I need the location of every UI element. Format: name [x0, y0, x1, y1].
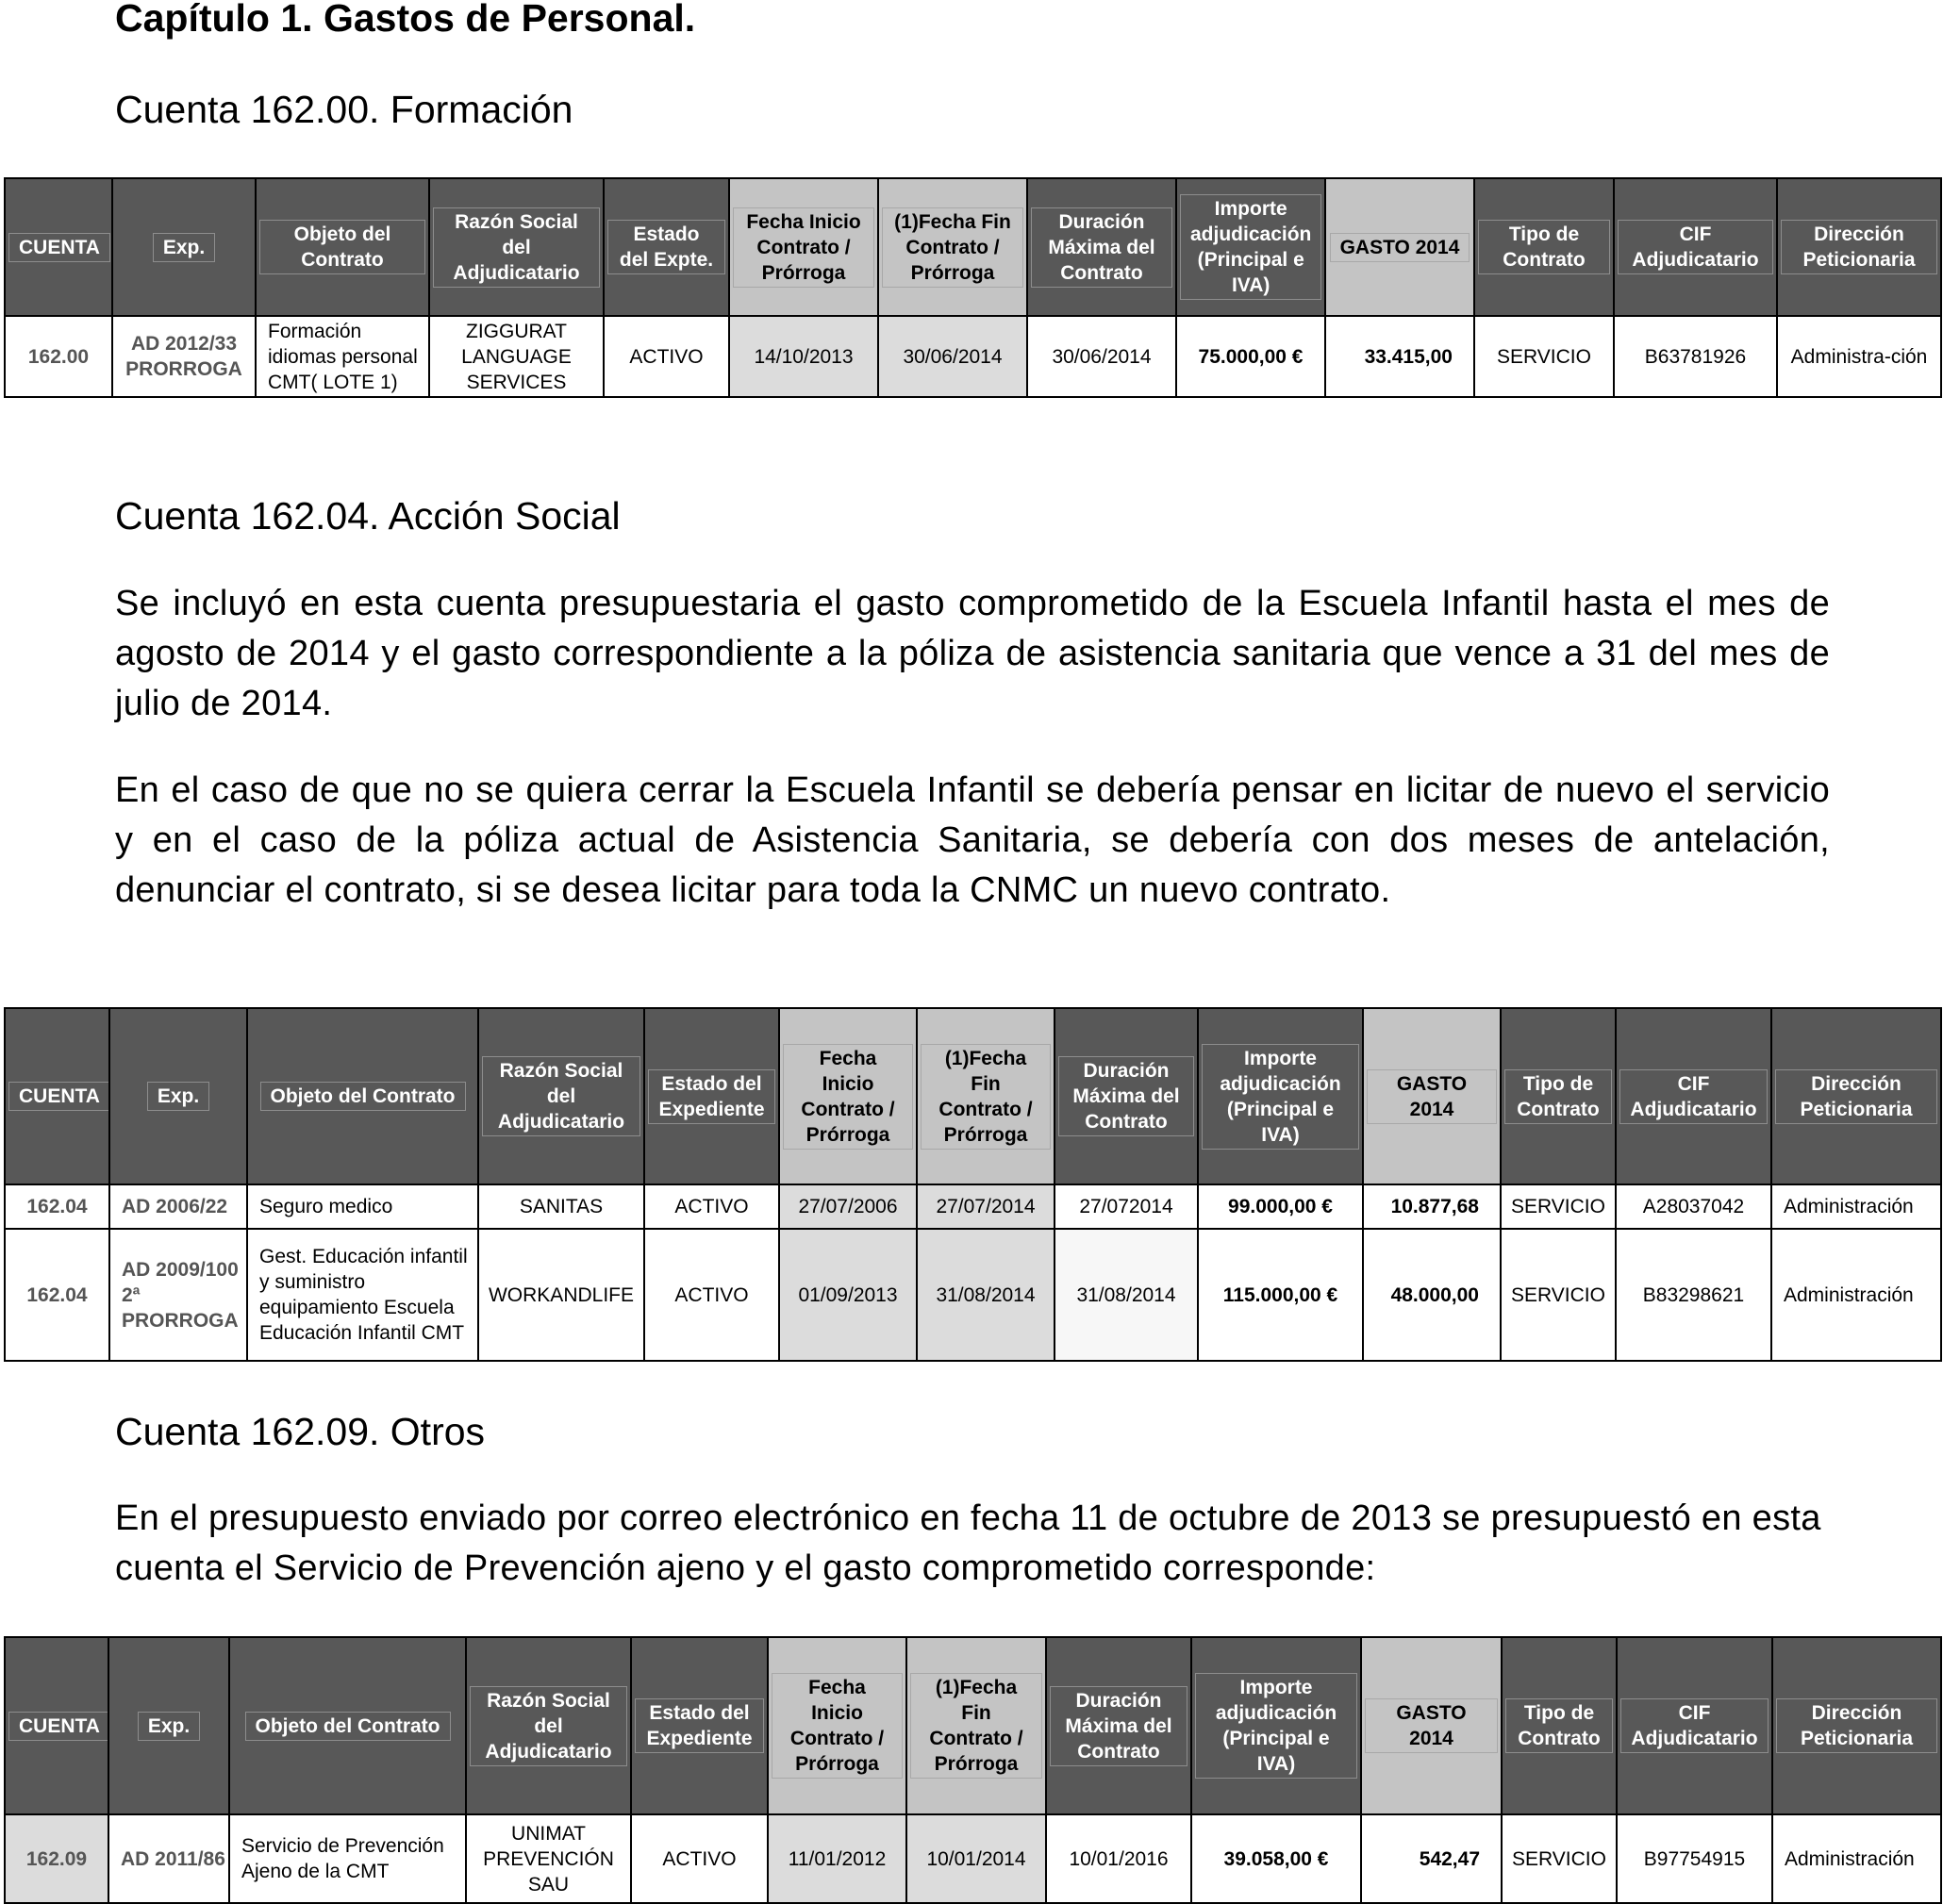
cell-cif: B63781926	[1614, 316, 1777, 397]
cell-importe: 75.000,00 €	[1176, 316, 1325, 397]
cell-objeto: Seguro medico	[247, 1184, 478, 1229]
cell-direccion: Administración	[1772, 1814, 1941, 1903]
cell-cif: A28037042	[1616, 1184, 1771, 1229]
table-row	[5, 1814, 1941, 1903]
col-header-cif: CIF Adjudicatario	[1614, 178, 1777, 316]
cell-cif: B97754915	[1617, 1814, 1772, 1903]
cell-tipo: SERVICIO	[1474, 316, 1614, 397]
paragraph: En el presupuesto enviado por correo electrónico en fecha 11 de octubre de 2013 se presupuestó en esta cuenta el Servicio de Prevención ajeno y el gasto comprometido corresponde:	[115, 1498, 1821, 1588]
cell-duracion: 27/072014	[1055, 1184, 1198, 1229]
col-header-tipo: Tipo de Contrato	[1501, 1008, 1616, 1184]
cell-estado: ACTIVO	[644, 1184, 779, 1229]
cell-objeto: Gest. Educación infantil y suministro equipamiento Escuela Educación Infantil CMT	[247, 1229, 478, 1361]
paragraph: En el caso de que no se quiera cerrar la Escuela Infantil se debería pensar en licitar de nuevo el servicio y en el caso de la póliza actual de Asistencia Sanitaria, se debería con dos meses de antelación, denunciar el contrato, si se desea licitar para toda la CNMC un nuevo contrato.	[115, 770, 1830, 910]
cell-direccion: Administración	[1771, 1229, 1941, 1361]
paragraph: Se incluyó en esta cuenta presupuestaria el gasto comprometido de la Escuela Infantil hasta el mes de agosto de 2014 y el gasto correspondiente a la póliza de asistencia sanitaria que vence a 31 del mes de julio de 2014.	[115, 584, 1830, 723]
cell-razon-social: ZIGGURAT LANGUAGE SERVICES	[429, 316, 604, 397]
col-header-razon-social: Razón Social del Adjudicatario	[466, 1637, 631, 1814]
col-header-importe: Importe adjudicación (Principal e IVA)	[1198, 1008, 1363, 1184]
col-header-exp: Exp.	[112, 178, 256, 316]
table-accion-social	[4, 1007, 1942, 1362]
cell-fecha-fin: 30/06/2014	[878, 316, 1027, 397]
col-header-razon-social: Razón Social del Adjudicatario	[478, 1008, 644, 1184]
cell-importe: 99.000,00 €	[1198, 1184, 1363, 1229]
col-header-cif: CIF Adjudicatario	[1616, 1008, 1771, 1184]
cell-tipo: SERVICIO	[1501, 1184, 1616, 1229]
cell-duracion: 31/08/2014	[1055, 1229, 1198, 1361]
col-header-direccion: Dirección Peticionaria	[1771, 1008, 1941, 1184]
section-title-otros: Cuenta 162.09. Otros	[115, 1410, 486, 1453]
cell-fecha-fin: 10/01/2014	[906, 1814, 1046, 1903]
col-header-tipo: Tipo de Contrato	[1474, 178, 1614, 316]
col-header-objeto: Objeto del Contrato	[256, 178, 429, 316]
cell-gasto: 33.415,00	[1325, 316, 1474, 397]
table-row	[5, 316, 1941, 397]
table-header-row	[5, 178, 1941, 316]
cell-duracion: 30/06/2014	[1027, 316, 1176, 397]
cell-razon-social: UNIMAT PREVENCIÓN SAU	[466, 1814, 631, 1903]
cell-fecha-fin: 31/08/2014	[917, 1229, 1055, 1361]
cell-direccion: Administración	[1771, 1184, 1941, 1229]
cell-exp: AD 2012/33 PRORROGA	[112, 316, 256, 397]
cell-cuenta: 162.04	[5, 1184, 109, 1229]
table-row	[5, 1229, 1941, 1361]
cell-fecha-inicio: 11/01/2012	[768, 1814, 906, 1903]
cell-importe: 115.000,00 €	[1198, 1229, 1363, 1361]
cell-estado: ACTIVO	[644, 1229, 779, 1361]
col-header-objeto: Objeto del Contrato	[247, 1008, 478, 1184]
col-header-estado: Estado del Expte.	[604, 178, 729, 316]
col-header-tipo: Tipo de Contrato	[1502, 1637, 1617, 1814]
col-header-cuenta: CUENTA	[5, 178, 112, 316]
cell-objeto: Servicio de Prevención Ajeno de la CMT	[229, 1814, 466, 1903]
col-header-gasto: GASTO 2014	[1325, 178, 1474, 316]
cell-estado: ACTIVO	[604, 316, 729, 397]
col-header-direccion: Dirección Peticionaria	[1777, 178, 1941, 316]
section-title-formacion: Cuenta 162.00. Formación	[115, 88, 573, 131]
cell-gasto: 542,47	[1361, 1814, 1502, 1903]
cell-fecha-inicio: 14/10/2013	[729, 316, 878, 397]
col-header-razon-social: Razón Social del Adjudicatario	[429, 178, 604, 316]
cell-cif: B83298621	[1616, 1229, 1771, 1361]
col-header-fecha-inicio: Fecha Inicio Contrato / Prórroga	[768, 1637, 906, 1814]
col-header-importe: Importe adjudicación (Principal e IVA)	[1191, 1637, 1361, 1814]
cell-fecha-fin: 27/07/2014	[917, 1184, 1055, 1229]
table-header-row	[5, 1637, 1941, 1814]
cell-tipo: SERVICIO	[1502, 1814, 1617, 1903]
cell-gasto: 10.877,68	[1363, 1184, 1501, 1229]
cell-importe: 39.058,00 €	[1191, 1814, 1361, 1903]
col-header-fecha-fin: (1)Fecha Fin Contrato / Prórroga	[917, 1008, 1055, 1184]
col-header-direccion: Dirección Peticionaria	[1772, 1637, 1941, 1814]
col-header-importe: Importe adjudicación (Principal e IVA)	[1176, 178, 1325, 316]
col-header-estado: Estado del Expediente	[631, 1637, 768, 1814]
cell-gasto: 48.000,00	[1363, 1229, 1501, 1361]
col-header-fecha-inicio: Fecha Inicio Contrato / Prórroga	[729, 178, 878, 316]
cell-exp: AD 2006/22	[109, 1184, 247, 1229]
col-header-cuenta: CUENTA	[5, 1637, 108, 1814]
col-header-exp: Exp.	[108, 1637, 229, 1814]
col-header-fecha-fin: (1)Fecha Fin Contrato / Prórroga	[906, 1637, 1046, 1814]
cell-cuenta: 162.09	[5, 1814, 108, 1903]
cell-estado: ACTIVO	[631, 1814, 768, 1903]
table-row	[5, 1184, 1941, 1229]
cell-exp: AD 2009/100 2ª PRORROGA	[109, 1229, 247, 1361]
cell-objeto: Formación idiomas personal CMT( LOTE 1)	[256, 316, 429, 397]
col-header-objeto: Objeto del Contrato	[229, 1637, 466, 1814]
cell-cuenta: 162.04	[5, 1229, 109, 1361]
col-header-cuenta: CUENTA	[5, 1008, 109, 1184]
table-header-row	[5, 1008, 1941, 1184]
chapter-title: Capítulo 1. Gastos de Personal.	[115, 0, 696, 40]
cell-tipo: SERVICIO	[1501, 1229, 1616, 1361]
col-header-estado: Estado del Expediente	[644, 1008, 779, 1184]
cell-direccion: Administra-ción	[1777, 316, 1941, 397]
cell-fecha-inicio: 27/07/2006	[779, 1184, 917, 1229]
col-header-duracion: Duración Máxima del Contrato	[1055, 1008, 1198, 1184]
col-header-gasto: GASTO 2014	[1361, 1637, 1502, 1814]
col-header-duracion: Duración Máxima del Contrato	[1046, 1637, 1191, 1814]
col-header-fecha-inicio: Fecha Inicio Contrato / Prórroga	[779, 1008, 917, 1184]
cell-exp: AD 2011/86	[108, 1814, 229, 1903]
col-header-duracion: Duración Máxima del Contrato	[1027, 178, 1176, 316]
table-formacion	[4, 177, 1942, 398]
col-header-gasto: GASTO 2014	[1363, 1008, 1501, 1184]
cell-razon-social: SANITAS	[478, 1184, 644, 1229]
cell-cuenta: 162.00	[5, 316, 112, 397]
section-title-accion-social: Cuenta 162.04. Acción Social	[115, 494, 621, 538]
col-header-fecha-fin: (1)Fecha Fin Contrato / Prórroga	[878, 178, 1027, 316]
cell-fecha-inicio: 01/09/2013	[779, 1229, 917, 1361]
cell-duracion: 10/01/2016	[1046, 1814, 1191, 1903]
col-header-exp: Exp.	[109, 1008, 247, 1184]
col-header-cif: CIF Adjudicatario	[1617, 1637, 1772, 1814]
cell-razon-social: WORKANDLIFE	[478, 1229, 644, 1361]
table-otros	[4, 1636, 1942, 1904]
